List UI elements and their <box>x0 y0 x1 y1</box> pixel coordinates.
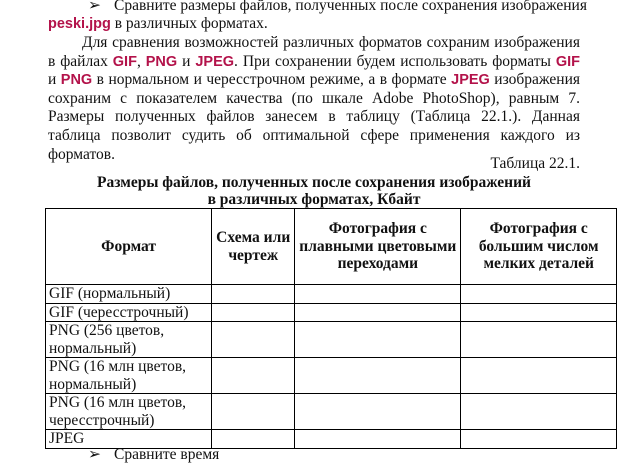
row-label: PNG (16 млн цветов, нормальный) <box>46 358 212 394</box>
empty-cell <box>461 358 617 394</box>
header-scheme: Схема или чертеж <box>212 209 295 285</box>
filename: peski.jpg <box>48 16 111 32</box>
header-detail-photo: Фотография с большим числом мелких деталей <box>461 209 617 285</box>
bullet-text: Сравните размеры файлов, полученных после сохранения изображения <box>114 0 587 14</box>
empty-cell <box>295 358 461 394</box>
empty-cell <box>212 358 295 394</box>
empty-cell <box>212 285 295 304</box>
table-caption: Таблица 22.1. <box>490 155 580 172</box>
empty-cell <box>295 303 461 322</box>
format-jpeg: JPEG <box>195 53 235 70</box>
empty-cell <box>461 322 617 358</box>
table-row <box>46 358 617 394</box>
para-text: . При сохранении будем использовать форматы <box>234 52 556 70</box>
row-label: JPEG <box>46 430 212 449</box>
bullet-text-end: в различных форматах. <box>110 15 268 32</box>
table-row <box>46 322 617 358</box>
table-title-line: в различных форматах, Кбайт <box>207 191 421 208</box>
empty-cell <box>295 394 461 430</box>
header-smooth-photo: Фотография с плавными цветовыми переходами <box>295 209 461 285</box>
description-paragraph <box>48 34 580 164</box>
para-text: Для сравнения возможностей различных форматов сохраним изображения в файлах <box>48 34 580 70</box>
para-sep: и <box>177 52 196 70</box>
table-title-line: Размеры файлов, полученных после сохранения изображений <box>97 174 531 191</box>
file-size-table <box>45 208 617 449</box>
empty-cell <box>212 322 295 358</box>
bullet-arrow-icon: ➢ <box>88 0 101 14</box>
para-text: в нормальном и чересстрочном режиме, а в формате <box>92 71 452 89</box>
bullet-arrow-icon: ➢ <box>88 446 101 463</box>
empty-cell <box>461 303 617 322</box>
format-gif: GIF <box>555 53 580 70</box>
empty-cell <box>295 322 461 358</box>
row-label: PNG (256 цветов, нормальный) <box>46 322 212 358</box>
empty-cell <box>295 285 461 304</box>
format-gif: GIF <box>112 53 137 70</box>
table-row <box>46 285 617 304</box>
empty-cell <box>295 430 461 449</box>
bullet-line <box>88 0 587 16</box>
bullet-line-2 <box>48 15 268 34</box>
empty-cell <box>212 303 295 322</box>
empty-cell <box>212 430 295 449</box>
row-label: GIF (нормальный) <box>46 285 212 304</box>
para-sep: , <box>136 52 146 70</box>
format-png: PNG <box>60 72 93 89</box>
table-row <box>46 303 617 322</box>
table-row <box>46 394 617 430</box>
para-text: и <box>48 71 61 89</box>
empty-cell <box>461 394 617 430</box>
format-jpeg: JPEG <box>451 72 490 89</box>
empty-cell <box>461 285 617 304</box>
next-bullet-line <box>88 446 219 465</box>
para-text: изображения сохраним с показателем качества (по шкале Adobe PhotoShop), равным 7. Размеры полученных файлов занесем в таблицу (Таблица 22.1.). Данная таблица позволит судить об оптимальной сфере применения каждого из форматов. <box>48 71 580 163</box>
format-png: PNG <box>145 53 178 70</box>
table-title <box>48 174 580 208</box>
row-label: GIF (чересстрочный) <box>46 303 212 322</box>
header-format: Формат <box>46 209 212 285</box>
row-label: PNG (16 млн цветов, чересстрочный) <box>46 394 212 430</box>
next-bullet-text: Сравните время <box>114 446 220 463</box>
empty-cell <box>212 394 295 430</box>
empty-cell <box>461 430 617 449</box>
table-header-row <box>46 209 617 285</box>
